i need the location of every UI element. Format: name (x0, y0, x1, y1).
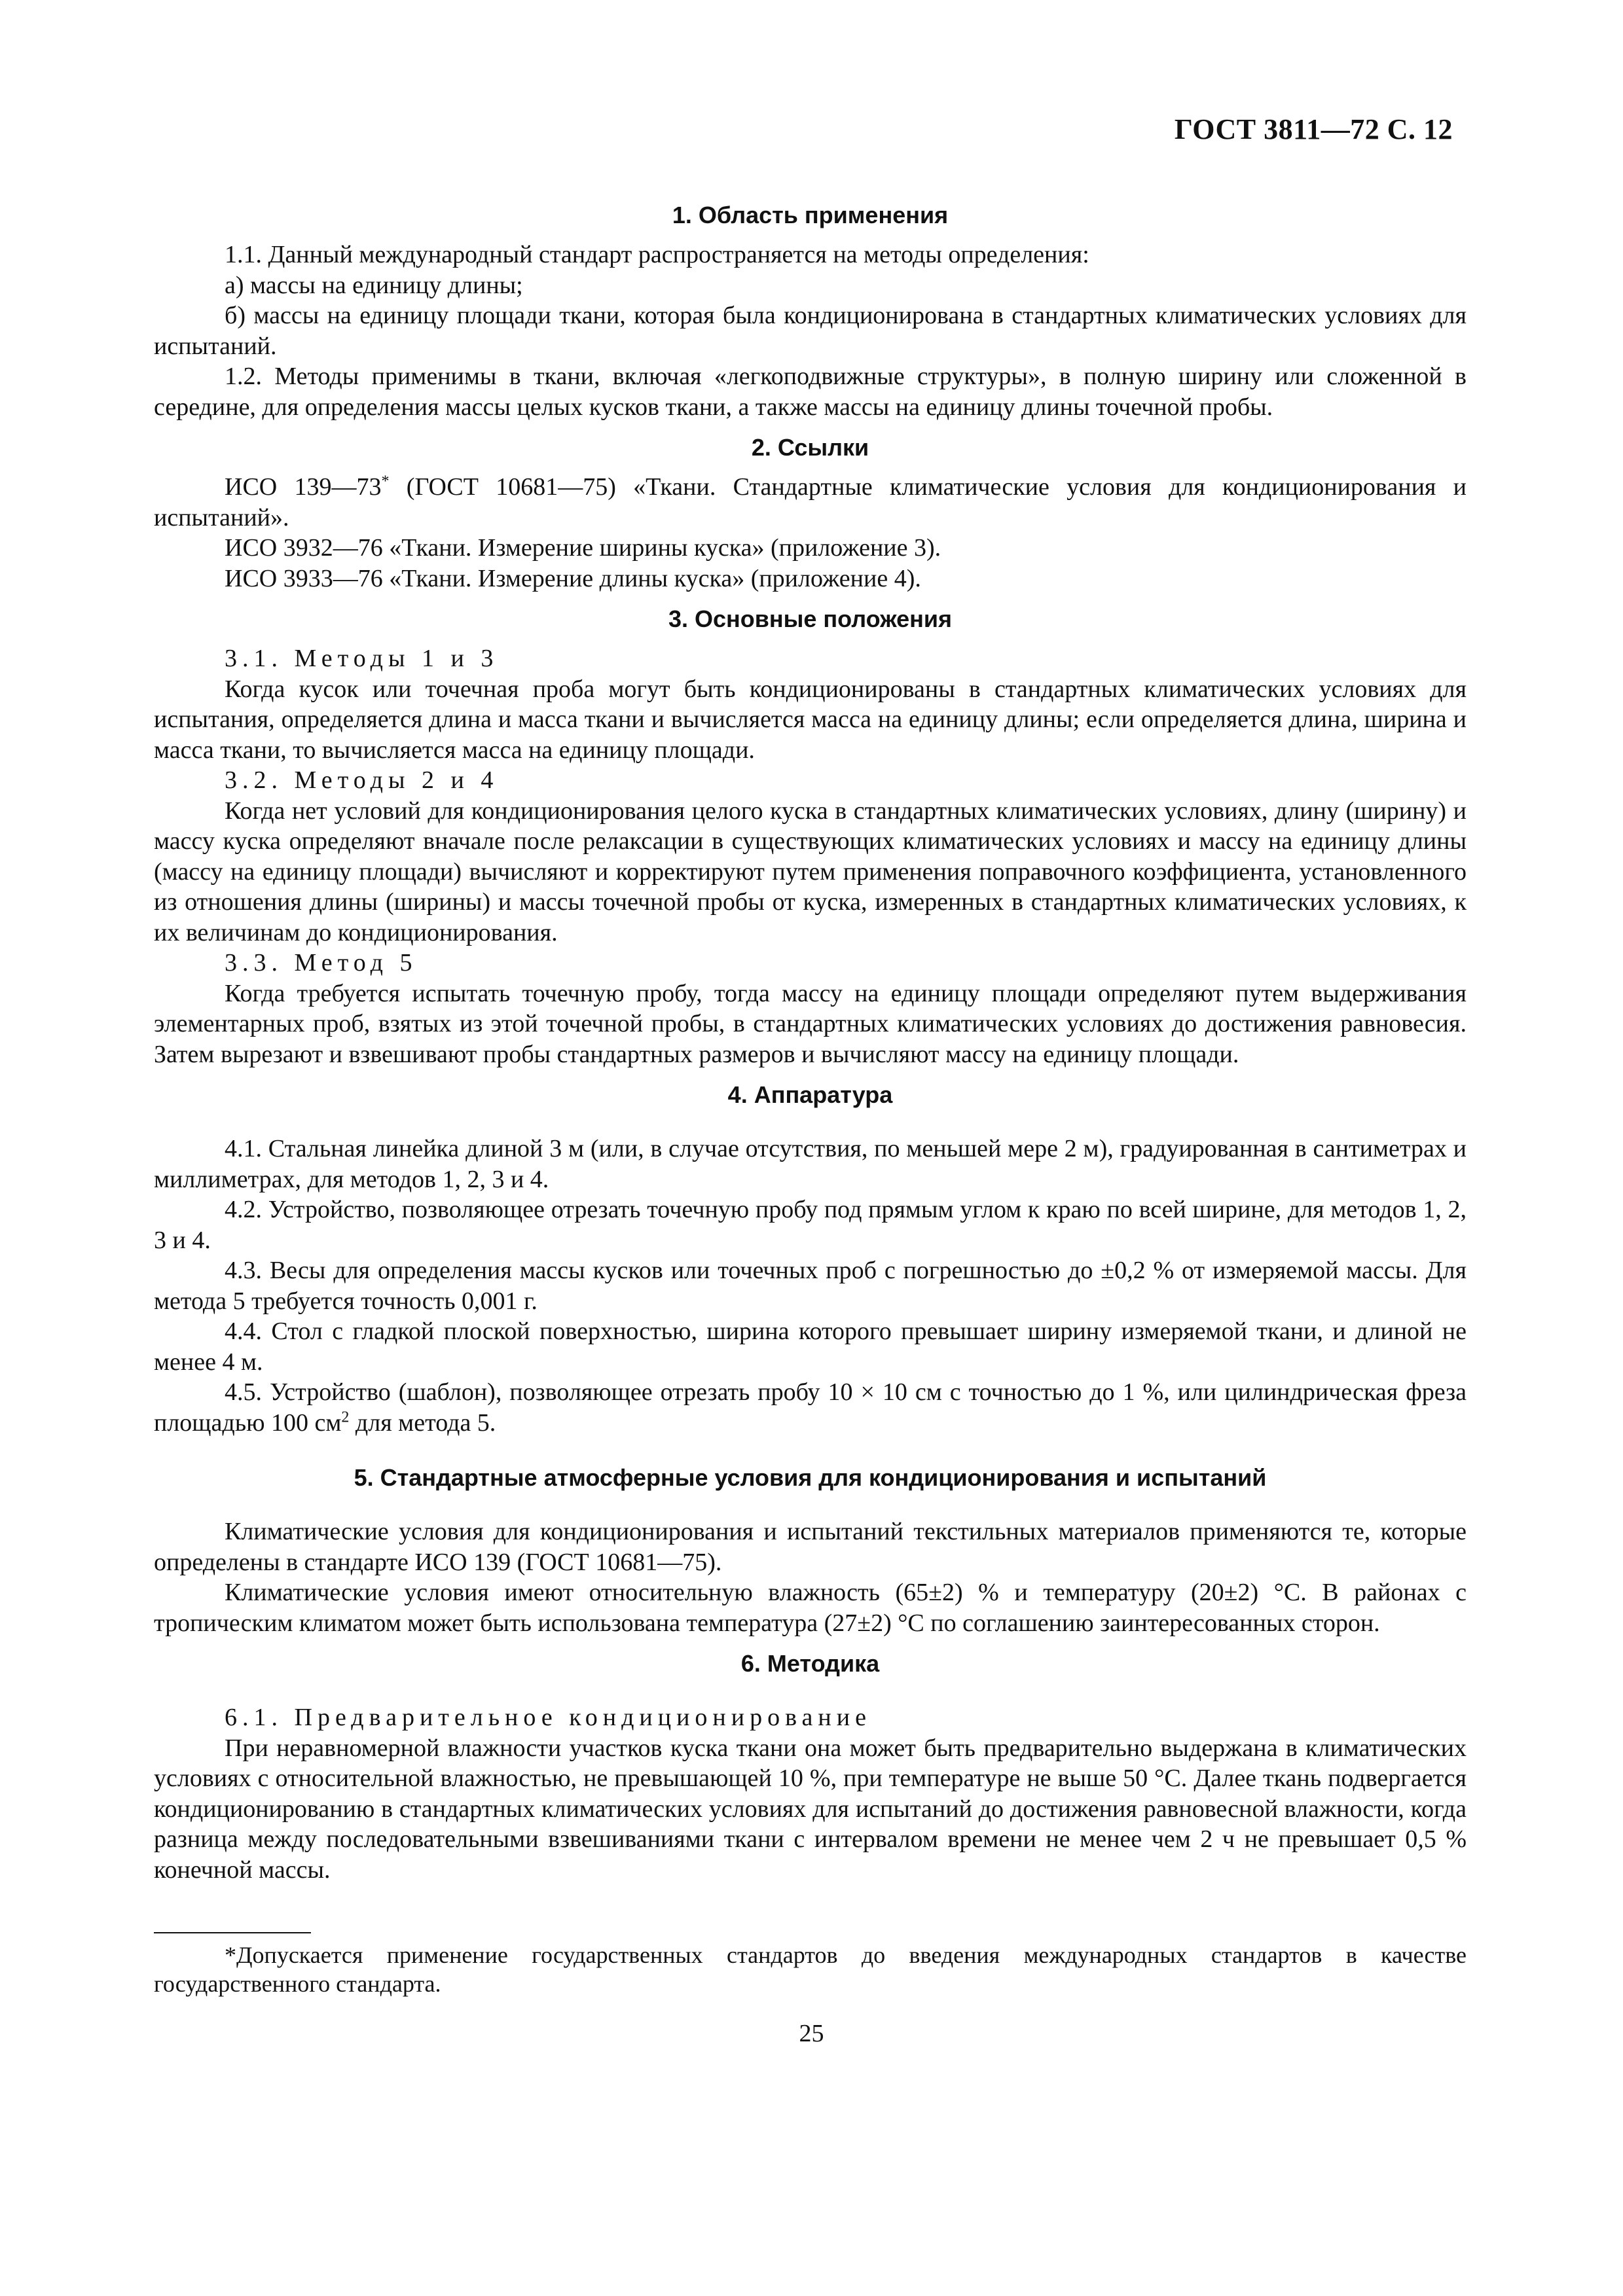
spacer (154, 1438, 1467, 1452)
paragraph: Когда требуется испытать точечную пробу, тогда массу на единицу площади определяют путем выдерживания элементарных проб, взятых из этой точечной пробы, в стандартных климатических условиях до достижения равновесия. Затем вырезают и взвешивают пробы стандартных размеров и вычисляют массу на единицу площади. (154, 979, 1467, 1068)
section-apparatus (154, 1081, 1467, 1438)
paragraph: ИСО 3932—76 «Ткани. Измерение ширины куска» (приложение 3). (225, 534, 941, 562)
paragraph: б) массы на единицу площади ткани, которая была кондиционирована в стандартных климатических условиях для испытаний. (154, 302, 1467, 360)
superscript: 2 (341, 1408, 350, 1426)
section-title: 2. Ссылки (751, 434, 869, 461)
section-principles (154, 605, 1467, 1069)
spacer (154, 1502, 1467, 1516)
reference-text: (ГОСТ 10681—75) «Ткани. Стандартные климатические условия для кондиционирования и испытаний». (154, 473, 1467, 531)
paragraph (154, 472, 1467, 533)
subsection-heading: 6.1. Предварительное кондиционирование (225, 1704, 871, 1731)
paragraph: 4.3. Весы для определения массы кусков или точечных проб с погрешностью до ±0,2 % от измеряемой массы. Для метода 5 требуется точность 0,001 г. (154, 1257, 1467, 1315)
paragraph: Климатические условия для кондиционирования и испытаний текстильных материалов применяются те, которые определены в стандарте ИСО 139 (ГОСТ 10681—75). (154, 1518, 1467, 1576)
section-title: 6. Методика (740, 1650, 880, 1677)
paragraph: 4.2. Устройство, позволяющее отрезать точечную пробу под прямым углом к краю по всей ширине, для методов 1, 2, 3 и 4. (154, 1196, 1467, 1254)
document-header: ГОСТ 3811—72 С. 12 (1174, 113, 1453, 145)
paragraph: 4.4. Стол с гладкой плоской поверхностью, ширина которого превышает ширину измеряемой ткани, и длиной не менее 4 м. (154, 1318, 1467, 1376)
paragraph: Когда нет условий для кондиционирования целого куска в стандартных климатических условиях, длину (ширину) и массу куска определяют вначале после релаксации в существующих климатических условиях и массу на единицу длины (массу на единицу площади) вычисляют и корректируют путем применения поправочного коэффициента, установленного из отношения длины (ширины) и массы точечной пробы от куска, измеренных в стандартных климатических условиях, к их величинам до кондиционирования. (154, 797, 1467, 946)
section-method (154, 1650, 1467, 1885)
section-title: 3. Основные положения (668, 605, 953, 632)
section-conditions (154, 1438, 1467, 1638)
page-number: 25 (799, 2020, 824, 2047)
paragraph: Когда кусок или точечная проба могут быть кондиционированы в стандартных климатических условиях для испытания, определяется длина и масса ткани и вычисляется масса на единицу длины; если определяется длина, ширина и масса ткани, то вычисляется масса на единицу площади. (154, 675, 1467, 764)
paragraph: ИСО 3933—76 «Ткани. Измерение длины куска» (приложение 4). (225, 564, 921, 592)
section-title: 5. Стандартные атмосферные условия для кондиционирования и испытаний (354, 1464, 1267, 1491)
section-title: 4. Аппаратура (727, 1081, 893, 1108)
section-scope (154, 202, 1467, 422)
paragraph (154, 1377, 1467, 1438)
spacer (154, 1119, 1467, 1134)
paragraph: 1.1. Данный международный стандарт распространяется на методы определения: (225, 241, 1089, 268)
spacer (154, 1688, 1467, 1702)
reference-code: ИСО 139—73 (225, 473, 382, 501)
subsection-heading: 3.3. Метод 5 (225, 949, 418, 977)
footnote-mark: * (381, 473, 390, 490)
paragraph: Климатические условия имеют относительную влажность (65±2) % и температуру (20±2) °С. В районах с тропическим климатом может быть использована температура (27±2) °С по соглашению заинтересованных сторон. (154, 1579, 1467, 1637)
document-body (154, 190, 1467, 1885)
section-references (154, 434, 1467, 594)
paragraph: При неравномерной влажности участков куска ткани она может быть предварительно выдержана в климатических условиях с относительной влажностью, не превышающей 10 %, при температуре не выше 50 °С. Далее ткань подвергается кондиционированию в стандартных климатических условиях для испытаний до достижения равновесной влажности, когда разница между последовательными взвешиваниями ткани с интервалом времени не менее чем 2 ч не превышает 0,5 % конечной массы. (154, 1734, 1467, 1884)
paragraph: а) массы на единицу длины; (225, 271, 523, 299)
subsection-heading: 3.1. Методы 1 и 3 (225, 645, 499, 672)
paragraph-text: 4.5. Устройство (шаблон), позволяющее отрезать пробу 10 × 10 см с точностью до 1 %, или цилиндрическая фреза площадью 100 см (154, 1378, 1467, 1437)
subsection-heading: 3.2. Методы 2 и 4 (225, 766, 499, 794)
paragraph: 1.2. Методы применимы в ткани, включая «легкоподвижные структуры», в полную ширину или сложенной в середине, для определения массы целых кусков ткани, а также массы на единицу длины точечной пробы. (154, 363, 1467, 421)
paragraph: 4.1. Стальная линейка длиной 3 м (или, в случае отсутствия, по меньшей мере 2 м), градуированная в сантиметрах и миллиметрах, для методов 1, 2, 3 и 4. (154, 1135, 1467, 1193)
paragraph-text: для метода 5. (349, 1408, 496, 1437)
footnote-divider (154, 1932, 311, 1933)
section-title: 1. Область применения (672, 202, 949, 228)
footnote: *Допускается применение государственных стандартов до введения международных стандартов в качестве государственного стандарта. (154, 1942, 1467, 1997)
